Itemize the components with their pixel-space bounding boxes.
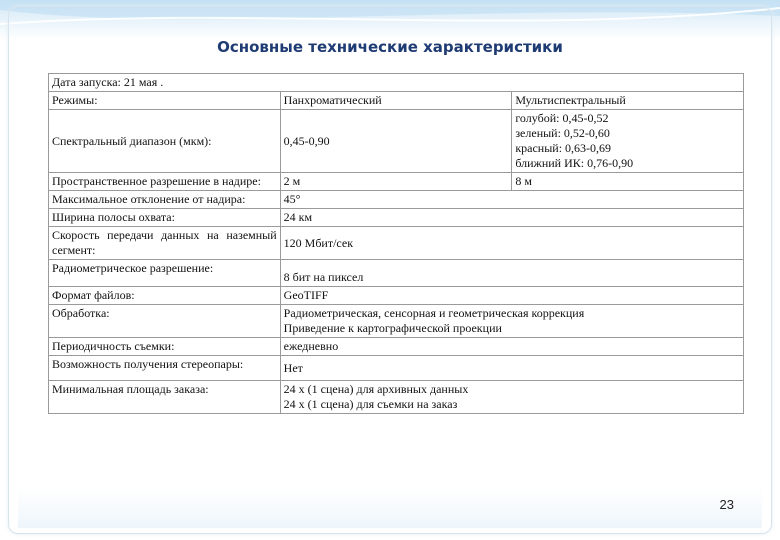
table-row-spectral: [49, 110, 744, 173]
deviation-value: 45°: [280, 191, 743, 209]
radiometric-value: 8 бит на пиксел: [280, 260, 743, 287]
stereo-label: Возможность получения стереопары:: [49, 356, 281, 381]
footer-gradient: [18, 488, 762, 528]
table-row-stereo: [49, 356, 744, 381]
spectral-label: Спектральный диапазон (мкм):: [49, 110, 281, 173]
min-order-line-2: 24 х (1 сцена) для съемки на заказ: [283, 397, 458, 411]
spectral-band-red: красный: 0,63-0,69: [515, 141, 612, 155]
processing-line-2: Приведение к картографической проекции: [283, 321, 502, 335]
swath-label: Ширина полосы охвата:: [49, 209, 281, 227]
min-order-line-1: 24 х (1 сцена) для архивных данных: [283, 382, 469, 396]
processing-line-1: Радиометрическая, сенсорная и геометрическая коррекция: [283, 306, 585, 320]
table-row-min-order: [49, 381, 744, 414]
table-row-transfer: [49, 227, 744, 260]
slide-title: Основные технические характеристики: [217, 38, 563, 56]
modes-label: Режимы:: [49, 92, 281, 110]
format-label: Формат файлов:: [49, 287, 281, 305]
table-row-deviation: [49, 191, 744, 209]
modes-multispectral: Мультиспектральный: [512, 92, 744, 110]
table-row-periodicity: [49, 338, 744, 356]
spectral-panchromatic: 0,45-0,90: [280, 110, 512, 173]
table-row-swath: [49, 209, 744, 227]
stereo-value: Нет: [280, 356, 743, 381]
table-row-resolution: [49, 173, 744, 191]
processing-label: Обработка:: [49, 305, 281, 338]
swath-value: 24 км: [280, 209, 743, 227]
page-number: 23: [719, 497, 734, 512]
spectral-multispectral: [512, 110, 744, 173]
radiometric-label: Радиометрическое разрешение:: [49, 260, 281, 287]
resolution-multispectral: 8 м: [512, 173, 744, 191]
min-order-value: [280, 381, 743, 414]
deviation-label: Максимальное отклонение от надира:: [49, 191, 281, 209]
table-row-launch: [49, 74, 744, 92]
min-order-label: Минимальная площадь заказа:: [49, 381, 281, 414]
periodicity-label: Периодичность съемки:: [49, 338, 281, 356]
transfer-value: 120 Мбит/сек: [280, 227, 743, 260]
resolution-label: Пространственное разрешение в надире:: [49, 173, 281, 191]
table-row-radiometric: [49, 260, 744, 287]
spectral-band-blue: голубой: 0,45-0,52: [515, 111, 609, 125]
table-row-format: [49, 287, 744, 305]
specifications-table: [48, 73, 744, 414]
periodicity-value: ежедневно: [280, 338, 743, 356]
processing-value: [280, 305, 743, 338]
launch-date-text: Дата запуска: 21 мая .: [52, 75, 164, 89]
table-row-processing: [49, 305, 744, 338]
resolution-panchromatic: 2 м: [280, 173, 512, 191]
spectral-band-nir: ближний ИК: 0,76-0,90: [515, 156, 634, 170]
table-row-modes: [49, 92, 744, 110]
launch-date: [49, 74, 744, 92]
modes-panchromatic: Панхроматический: [280, 92, 512, 110]
format-value: GeoTIFF: [280, 287, 743, 305]
transfer-label: Скорость передачи данных на наземный сегмент:: [49, 227, 281, 260]
spectral-band-green: зеленый: 0,52-0,60: [515, 126, 610, 140]
